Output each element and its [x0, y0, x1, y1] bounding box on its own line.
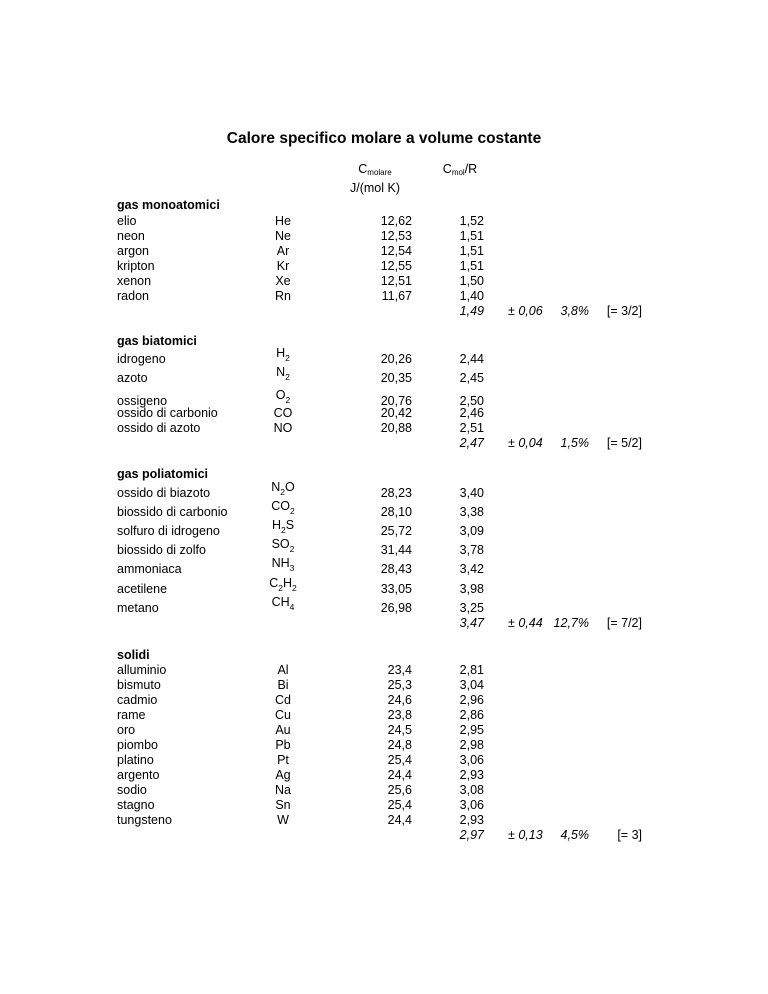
row-c-over-r: 3,08 — [459, 783, 484, 797]
row-name: elio — [117, 214, 137, 228]
row-symbol: Xe — [275, 274, 291, 288]
row-symbol — [255, 365, 311, 381]
row-c-over-r: 1,50 — [459, 274, 484, 288]
symbol-part: 2 — [292, 583, 297, 593]
row-c-molare: 24,4 — [387, 768, 412, 782]
symbol-part: 2 — [285, 353, 290, 363]
row-c-over-r: 1,51 — [459, 229, 484, 243]
header-r-main: C — [442, 162, 452, 176]
row-symbol: Bi — [277, 678, 289, 692]
group-uncertainty: ± 0,13 — [508, 828, 543, 842]
row-c-over-r: 3,42 — [459, 562, 484, 576]
group-mean: 1,49 — [459, 304, 484, 318]
group-mean: 2,47 — [459, 436, 484, 450]
row-symbol: W — [277, 813, 289, 827]
row-c-over-r: 3,78 — [459, 543, 484, 557]
row-c-molare: 12,53 — [380, 229, 412, 243]
row-symbol: NO — [273, 421, 293, 435]
symbol-part: H — [283, 576, 293, 590]
row-c-over-r: 3,98 — [459, 582, 484, 596]
row-c-molare: 11,67 — [381, 289, 412, 303]
symbol-part: NH — [271, 556, 290, 570]
symbol-part: 4 — [289, 602, 295, 612]
symbol-part: S — [285, 518, 295, 532]
row-name: platino — [117, 753, 154, 767]
row-symbol: Cd — [275, 693, 291, 707]
row-symbol: Pb — [275, 738, 291, 752]
row-symbol: Na — [275, 783, 291, 797]
row-c-molare: 12,55 — [380, 259, 412, 273]
group-mean: 3,47 — [459, 616, 484, 630]
row-symbol: Ag — [275, 768, 291, 782]
symbol-part: H — [276, 346, 286, 360]
row-c-molare: 25,4 — [387, 798, 412, 812]
row-c-over-r: 3,09 — [459, 524, 484, 538]
row-symbol — [255, 388, 311, 404]
symbol-part: H — [271, 518, 281, 532]
row-symbol: Cu — [275, 708, 291, 722]
row-name: cadmio — [117, 693, 158, 707]
row-c-molare: 12,51 — [380, 274, 412, 288]
symbol-part: 3 — [289, 563, 295, 573]
group-theory-ref: [= 5/2] — [606, 436, 642, 450]
symbol-part: C — [269, 576, 279, 590]
header-c-over-r — [430, 162, 490, 180]
symbol-part: 2 — [290, 506, 295, 516]
symbol-part: 2 — [285, 372, 290, 382]
group-theory-ref: [= 3] — [617, 828, 642, 842]
row-c-molare: 20,35 — [380, 371, 412, 385]
symbol-part: 2 — [289, 544, 295, 554]
row-name: rame — [117, 708, 146, 722]
row-c-over-r: 3,40 — [459, 486, 484, 500]
row-c-over-r: 3,06 — [459, 798, 484, 812]
group-theory-ref: [= 7/2] — [606, 616, 642, 630]
group-heading: solidi — [117, 648, 150, 662]
row-name: ossigeno — [117, 394, 168, 408]
header-units: J/(mol K) — [350, 181, 400, 195]
row-c-over-r: 2,44 — [459, 352, 484, 366]
row-c-over-r: 3,04 — [459, 678, 484, 692]
symbol-part: CO — [271, 499, 290, 513]
row-name: ammoniaca — [117, 562, 182, 576]
header-r-sub: mol — [451, 168, 465, 177]
row-name: radon — [117, 289, 149, 303]
row-name: argento — [117, 768, 160, 782]
row-c-over-r: 1,52 — [459, 214, 484, 228]
group-heading: gas monoatomici — [117, 198, 220, 212]
row-name: oro — [117, 723, 136, 737]
row-c-over-r: 2,95 — [459, 723, 484, 737]
row-name: ossido di azoto — [117, 421, 201, 435]
symbol-part: O — [285, 480, 295, 494]
row-c-over-r: 3,25 — [459, 601, 484, 615]
row-name: acetilene — [117, 582, 168, 596]
symbol-part: 2 — [278, 583, 283, 593]
row-name: alluminio — [117, 663, 167, 677]
header-c-sub: molare — [367, 168, 392, 177]
row-symbol: Ar — [276, 244, 290, 258]
row-c-over-r: 3,06 — [459, 753, 484, 767]
row-c-over-r: 2,46 — [459, 406, 484, 420]
row-c-molare: 23,8 — [387, 708, 412, 722]
row-name: stagno — [117, 798, 155, 812]
row-c-molare: 28,43 — [380, 562, 412, 576]
row-c-over-r: 2,51 — [459, 421, 484, 435]
group-heading: gas poliatomici — [117, 467, 208, 481]
row-c-molare: 24,5 — [387, 723, 412, 737]
row-name: neon — [117, 229, 145, 243]
row-c-molare: 25,72 — [380, 524, 412, 538]
row-c-over-r: 2,93 — [459, 768, 484, 782]
row-c-molare: 24,4 — [387, 813, 412, 827]
group-uncertainty: ± 0,44 — [508, 616, 543, 630]
row-symbol — [255, 499, 311, 515]
symbol-part: SO — [271, 537, 290, 551]
row-symbol: Sn — [275, 798, 291, 812]
row-c-over-r: 2,45 — [459, 371, 484, 385]
row-c-molare: 24,6 — [387, 693, 412, 707]
row-c-molare: 26,98 — [380, 601, 412, 615]
row-c-molare: 28,23 — [380, 486, 412, 500]
row-symbol: Kr — [276, 259, 290, 273]
row-c-molare: 25,4 — [387, 753, 412, 767]
row-symbol — [255, 346, 311, 362]
row-symbol — [255, 518, 311, 534]
row-symbol — [255, 556, 311, 572]
row-name: xenon — [117, 274, 152, 288]
row-symbol — [255, 576, 311, 592]
row-symbol: Al — [277, 663, 289, 677]
row-c-over-r: 1,51 — [459, 259, 484, 273]
header-c-molare — [330, 162, 420, 180]
row-name: kripton — [117, 259, 155, 273]
symbol-part: 2 — [280, 525, 286, 535]
symbol-part: 2 — [280, 487, 286, 497]
group-percent: 1,5% — [560, 436, 589, 450]
header-r-tail: /R — [464, 162, 478, 176]
group-uncertainty: ± 0,04 — [508, 436, 543, 450]
row-c-molare: 20,26 — [380, 352, 412, 366]
row-symbol — [255, 595, 311, 611]
row-c-molare: 20,42 — [380, 406, 412, 420]
group-theory-ref: [= 3/2] — [606, 304, 642, 318]
symbol-part: N — [271, 480, 281, 494]
row-symbol: Au — [275, 723, 291, 737]
row-c-molare: 20,88 — [380, 421, 412, 435]
row-c-molare: 31,44 — [380, 543, 412, 557]
header-c-main: C — [358, 162, 368, 176]
row-c-over-r: 2,50 — [459, 394, 484, 408]
page-title: Calore specifico molare a volume costante — [226, 130, 542, 147]
row-name: tungsteno — [117, 813, 172, 827]
symbol-part: 2 — [285, 395, 291, 405]
symbol-part: O — [275, 388, 286, 402]
row-c-over-r: 2,81 — [459, 663, 484, 677]
row-name: solfuro di idrogeno — [117, 524, 220, 538]
row-c-over-r: 2,96 — [459, 693, 484, 707]
row-c-molare: 24,8 — [387, 738, 412, 752]
row-c-molare: 28,10 — [380, 505, 412, 519]
symbol-part: CH — [271, 595, 290, 609]
row-name: azoto — [117, 371, 148, 385]
row-c-over-r: 2,93 — [459, 813, 484, 827]
row-c-molare: 25,3 — [387, 678, 412, 692]
row-c-molare: 12,62 — [380, 214, 412, 228]
row-name: sodio — [117, 783, 147, 797]
row-c-molare: 23,4 — [387, 663, 412, 677]
row-name: piombo — [117, 738, 158, 752]
row-name: argon — [117, 244, 149, 258]
row-symbol — [255, 537, 311, 553]
group-uncertainty: ± 0,06 — [508, 304, 543, 318]
row-name: idrogeno — [117, 352, 166, 366]
group-mean: 2,97 — [459, 828, 484, 842]
row-symbol: Ne — [275, 229, 291, 243]
row-name: biossido di carbonio — [117, 505, 228, 519]
row-name: ossido di biazoto — [117, 486, 211, 500]
row-c-over-r: 3,38 — [459, 505, 484, 519]
row-symbol: CO — [273, 406, 293, 420]
row-c-over-r: 2,98 — [459, 738, 484, 752]
group-heading: gas biatomici — [117, 334, 197, 348]
row-c-molare: 12,54 — [380, 244, 412, 258]
group-percent: 3,8% — [560, 304, 589, 318]
row-name: metano — [117, 601, 159, 615]
row-c-over-r: 1,51 — [459, 244, 484, 258]
row-symbol: Pt — [277, 753, 289, 767]
group-percent: 4,5% — [560, 828, 589, 842]
row-c-molare: 33,05 — [380, 582, 412, 596]
row-name: biossido di zolfo — [117, 543, 206, 557]
row-symbol: Rn — [275, 289, 291, 303]
row-symbol — [255, 480, 311, 496]
row-c-molare: 20,76 — [380, 394, 412, 408]
row-c-over-r: 2,86 — [459, 708, 484, 722]
symbol-part: N — [276, 365, 286, 379]
group-percent: 12,7% — [553, 616, 589, 630]
row-symbol: He — [275, 214, 291, 228]
row-c-molare: 25,6 — [387, 783, 412, 797]
row-name: bismuto — [117, 678, 161, 692]
row-name: ossido di carbonio — [117, 406, 218, 420]
row-c-over-r: 1,40 — [459, 289, 484, 303]
